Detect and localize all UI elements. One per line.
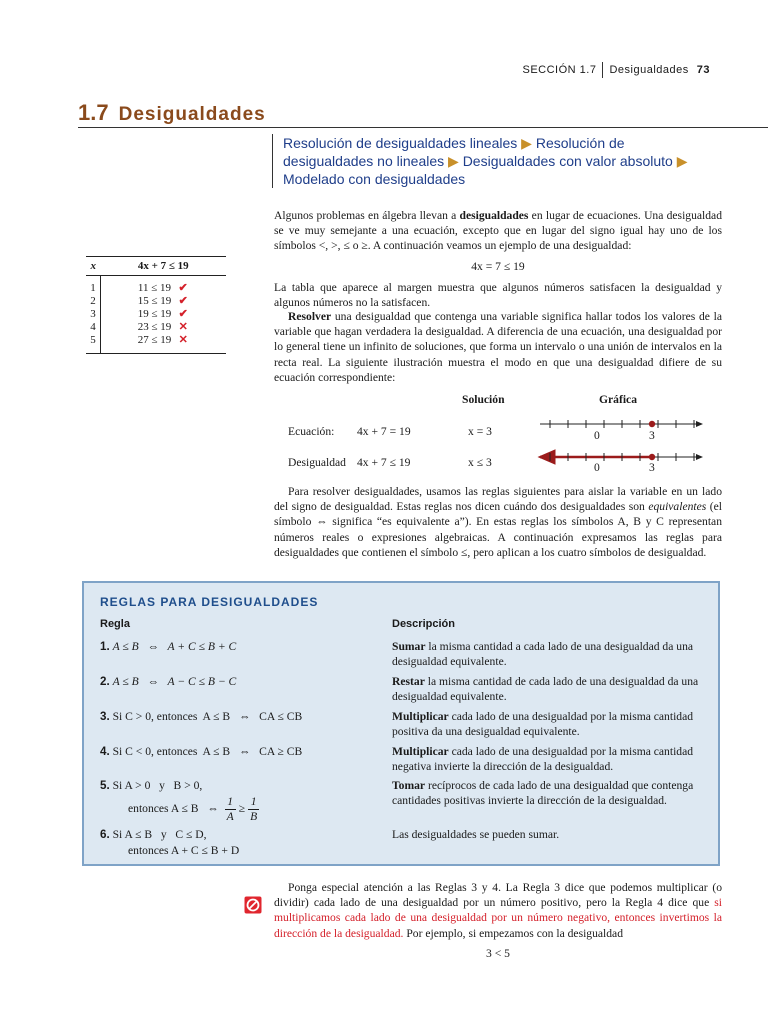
- rule-4: 4. Si C < 0, entonces A ≤ B ⇔ CA ≥ CB: [100, 745, 303, 758]
- rule-4-description: Multiplicar cada lado de una desigualdad por la misma cantidad negativa invierte la dirección de la desigualdad.: [392, 745, 694, 773]
- inequality-number-line: [540, 453, 702, 461]
- table-row: 5 27 ≤ 19 ✕: [86, 334, 226, 354]
- inequality-label: Desigualdad: [288, 456, 346, 469]
- tick-three-label: 3: [649, 461, 655, 474]
- equation-solution: x = 3: [468, 425, 492, 438]
- equation-label: Ecuación:: [288, 425, 335, 438]
- table-header-expr: 4x + 7 ≤ 19: [100, 257, 226, 276]
- intro-example: 4x = 7 ≤ 19: [471, 260, 525, 273]
- solution-header: Solución: [462, 393, 505, 406]
- outline-item: Resolución de desigualdades no lineales: [283, 135, 625, 169]
- check-icon: ✔: [178, 282, 188, 294]
- graph-header: Gráfica: [599, 393, 637, 406]
- paragraph-caution: Ponga especial atención a las Reglas 3 y 4. La Regla 3 dice que podemos multiplicar (o dividir) cada lado de una desigualdad por un número positivo, pero la Regla 4 dice que si multiplicamos cada lado de una desigualdad por un número negativo, entonces invertimos la dirección de la desigualdad. Por ejemplo, si empezamos con la desigualdad: [274, 881, 722, 940]
- section-number: 1.7: [78, 100, 109, 125]
- table-row: 2 15 ≤ 19 ✔: [86, 295, 226, 308]
- outline-item: Desigualdades con valor absoluto: [462, 153, 673, 169]
- check-icon: ✔: [178, 295, 188, 307]
- rule-6-description: Las desigualdades se pueden sumar.: [392, 828, 560, 841]
- rules-col-rule: Regla: [100, 618, 130, 630]
- section-title: [78, 100, 266, 126]
- example-inequality: 3 < 5: [486, 947, 510, 960]
- triangle-bullet-icon: ▶: [521, 135, 532, 151]
- rule-6-line2: entonces A + C ≤ B + D: [128, 844, 240, 857]
- rule-6: 6. Si A ≤ B y C ≤ D,: [100, 828, 207, 841]
- inequality-expr: 4x + 7 ≤ 19: [357, 456, 411, 469]
- equation-number-line: [540, 420, 702, 428]
- number-lines: [536, 412, 706, 480]
- inequality-solution: x ≤ 3: [468, 456, 492, 469]
- rules-col-desc: Descripción: [392, 618, 455, 630]
- margin-table: [86, 256, 226, 354]
- paragraph-table-note: La tabla que aparece al margen muestra que algunos números satisfacen la desigualdad y algunos números no la satisfacen.: [274, 281, 722, 310]
- rule-3: 3. Si C > 0, entonces A ≤ B ⇔ CA ≤ CB: [100, 710, 303, 723]
- tick-three-label: 3: [649, 429, 655, 442]
- paragraph-rules-intro: Para resolver desigualdades, usamos las reglas siguientes para aislar la variable en un lado del signo de desigualdad. Estas reglas nos dicen cuándo dos desigualdades son equivalentes (el símbolo ⇔ significa “es equivalente a”). En estas reglas los símbolos A, B y C representan números reales o expresiones algebraicas. A continuación expresamos las reglas para desigualdades que contienen el símbolo ≤, pero aplican a los cuatro símbolos de desigualdad.: [274, 485, 722, 559]
- cross-icon: ✕: [178, 334, 188, 346]
- header-section: SECCIÓN 1.7: [522, 63, 597, 76]
- rule-5: 5. Si A > 0 y B > 0,: [100, 779, 203, 792]
- rule-5-description: Tomar recíprocos de cada lado de una desigualdad que contenga cantidades positivas invierte la dirección de la desigualdad.: [392, 779, 694, 807]
- outline-item: Modelado con desigualdades: [283, 171, 466, 187]
- rule-1: 1. A ≤ B ⇔ A + C ≤ B + C: [100, 640, 237, 653]
- header-topic: Desigualdades: [609, 63, 689, 76]
- running-header: [523, 62, 711, 78]
- table-header-x: x: [86, 257, 100, 276]
- triangle-bullet-icon: ▶: [448, 153, 459, 169]
- fraction-one-over-a: $\frac{1}{A}$: [226, 795, 234, 823]
- section-name: Desigualdades: [118, 104, 266, 125]
- solution-point: [649, 421, 655, 427]
- triangle-bullet-icon: ▶: [676, 153, 688, 169]
- cross-icon: ✕: [178, 321, 188, 333]
- rule-3-description: Multiplicar cada lado de una desigualdad por la misma cantidad positiva da una desigualdad equivalente.: [392, 710, 694, 738]
- rules-box: [82, 581, 720, 866]
- intro-paragraph: Algunos problemas en álgebra llevan a desigualdades en lugar de ecuaciones. Una desigualdad se ve muy semejante a una ecuación, excepto que en lugar del signo igual hay uno de los símbolos <, >, ≤ o ≥. A continuación veamos un ejemplo de una desigualdad:: [274, 209, 722, 253]
- caution-icon: [244, 896, 262, 914]
- rule-2: 2. A ≤ B ⇔ A − C ≤ B − C: [100, 675, 237, 688]
- rules-box-title: REGLAS PARA DESIGUALDADES: [100, 595, 319, 609]
- table-row: 4 23 ≤ 19 ✕: [86, 321, 226, 334]
- tick-zero-label: 0: [594, 429, 600, 442]
- topic-outline: [272, 134, 703, 188]
- table-row: 1 11 ≤ 19 ✔: [86, 276, 226, 296]
- equation-expr: 4x + 7 = 19: [357, 425, 411, 438]
- fraction-one-over-b: $\frac{1}{B}$: [250, 795, 258, 823]
- page-number: 73: [696, 63, 710, 76]
- table-row: 3 19 ≤ 19 ✔: [86, 308, 226, 321]
- paragraph-solve: Resolver una desigualdad que contenga una variable significa hallar todos los valores de la variable que hagan verdadera la desigualdad. A diferencia de una ecuación, una desigualdad por lo general tiene un infinito de soluciones, que forma un intervalo o una unión de intervalos en la recta real. La siguiente ilustración muestra el modo en que una desigualdad difiere de su ecuación correspondiente:: [274, 310, 722, 384]
- title-rule: [78, 127, 768, 128]
- tick-zero-label: 0: [594, 461, 600, 474]
- rule-2-description: Restar la misma cantidad de cada lado de una desigualdad da una desigualdad equivalente.: [392, 675, 699, 703]
- rule-5-line2: entonces A ≤ B ⇔ $\frac{1}{A}$ ≥ $\frac{1}{B}$: [128, 795, 258, 823]
- outline-item: Resolución de desigualdades lineales: [283, 135, 518, 151]
- check-icon: ✔: [178, 308, 188, 320]
- rule-1-description: Sumar la misma cantidad a cada lado de una desigualdad da una desigualdad equivalente.: [392, 640, 694, 668]
- header-divider: [602, 62, 603, 78]
